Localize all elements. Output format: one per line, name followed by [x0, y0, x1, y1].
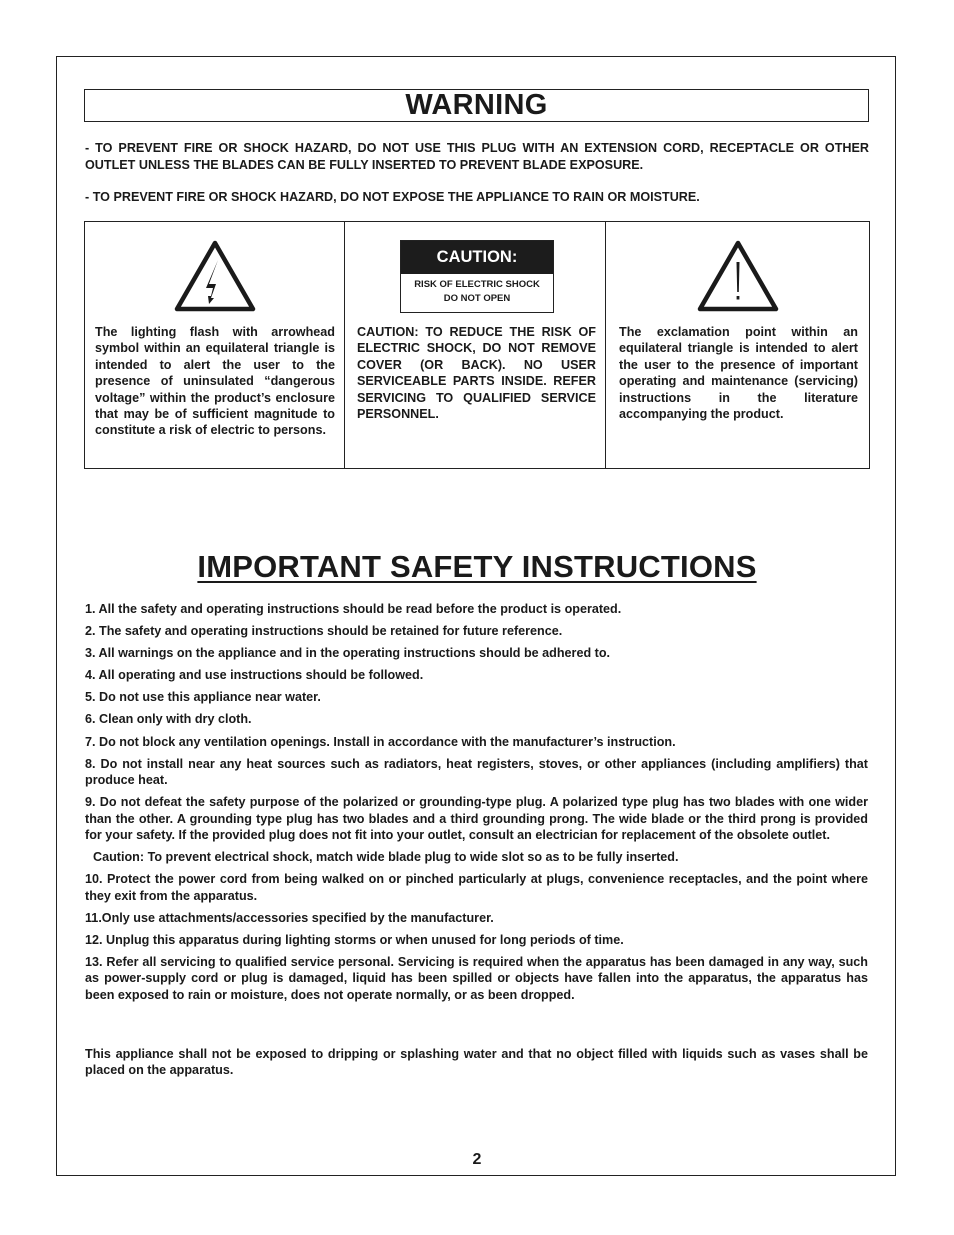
warning-title: WARNING	[405, 89, 548, 121]
list-item: 4. All operating and use instructions should be followed.	[85, 668, 424, 683]
list-item: 7. Do not block any ventilation openings. Install in accordance with the manufacturer’s instruction.	[85, 734, 676, 749]
list-item: 13. Refer all servicing to qualified service personal. Servicing is required when the apparatus has been damaged in any way, such as power-supply cord or plug is damaged, liquid has been spilled or objects have fallen into the apparatus, the apparatus has been exposed to rain or moisture, does not operate normally, or as been dropped.	[85, 954, 868, 1002]
lightning-description: The lighting flash with arrowhead symbol within an equilateral triangle is intended to alert the user to the presence of uninsulated “dangerous voltage” within the product’s enclosure that may be of sufficient magnitude to constitute a risk of electric to persons.	[95, 325, 335, 438]
caution-label	[400, 240, 554, 313]
exclamation-description: The exclamation point within an equilateral triangle is intended to alert the user to the presence of important operating and maintenance (servicing) instructions in the literature accompanying the product.	[619, 325, 858, 422]
exclamation-column	[606, 222, 869, 468]
caution-sub-line-2: DO NOT OPEN	[443, 292, 511, 304]
exclamation-triangle-icon	[696, 238, 780, 314]
lightning-column	[85, 222, 345, 468]
caution-sub-line-1: RISK OF ELECTRIC SHOCK	[414, 279, 540, 290]
caution-description: CAUTION: TO REDUCE THE RISK OF ELECTRIC SHOCK, DO NOT REMOVE COVER (OR BACK). NO USER SERVICEABLE PARTS INSIDE. REFER SERVICING TO QUALIFIED SERVICE PERSONNEL.	[357, 325, 596, 422]
safety-title-wrap	[0, 549, 954, 585]
list-item-caution: Caution: To prevent electrical shock, match wide blade plug to wide slot so as to be fully inserted.	[93, 850, 679, 865]
caution-label-title: CAUTION:	[401, 241, 553, 274]
page-number: 2	[472, 1151, 482, 1168]
safety-instructions-list	[85, 601, 868, 1009]
symbols-panel	[84, 221, 870, 469]
list-item: 6. Clean only with dry cloth.	[85, 712, 252, 727]
list-item: 3. All warnings on the appliance and in the operating instructions should be adhered to.	[85, 646, 611, 661]
caution-column	[345, 222, 606, 468]
list-item: 9. Do not defeat the safety purpose of the polarized or grounding-type plug. A polarized type plug has two blades with one wider than the other. A grounding type plug has two blades and a third grounding prong. The wide blade or the third prong is provided for your safety. If the provided plug does not fit into your outlet, consult an electrician for replacement of the obsolete outlet.	[85, 795, 868, 842]
list-item: 1. All the safety and operating instructions should be read before the product is operated.	[85, 602, 622, 616]
list-item: 12. Unplug this apparatus during lighting storms or when unused for long periods of time.	[85, 932, 624, 947]
lightning-triangle-icon	[173, 238, 257, 314]
list-item: 5. Do not use this appliance near water.	[85, 690, 321, 705]
caution-label-subtext	[401, 274, 553, 305]
list-item: 8. Do not install near any heat sources such as radiators, heat registers, stoves, or other appliances (including amplifiers) that produce heat.	[85, 756, 868, 788]
warning-line-2: - TO PREVENT FIRE OR SHOCK HAZARD, DO NOT EXPOSE THE APPLIANCE TO RAIN OR MOISTURE.	[85, 190, 700, 204]
list-item: 10. Protect the power cord from being walked on or pinched particularly at plugs, convenience receptacles, and the point where they exit from the apparatus.	[85, 872, 868, 903]
safety-title: IMPORTANT SAFETY INSTRUCTIONS	[197, 549, 757, 584]
warning-header-box	[84, 89, 869, 122]
footer-note: This appliance shall not be exposed to dripping or splashing water and that no object filled with liquids such as vases shall be placed on the apparatus.	[85, 1047, 868, 1078]
list-item: 2. The safety and operating instructions should be retained for future reference.	[85, 624, 563, 639]
list-item: 11.Only use attachments/accessories specified by the manufacturer.	[85, 910, 494, 925]
warning-line-1: - TO PREVENT FIRE OR SHOCK HAZARD, DO NOT USE THIS PLUG WITH AN EXTENSION CORD, RECEPTACLE OR OTHER OUTLET UNLESS THE BLADES CAN BE FULLY INSERTED TO PREVENT BLADE EXPOSURE.	[85, 141, 869, 172]
